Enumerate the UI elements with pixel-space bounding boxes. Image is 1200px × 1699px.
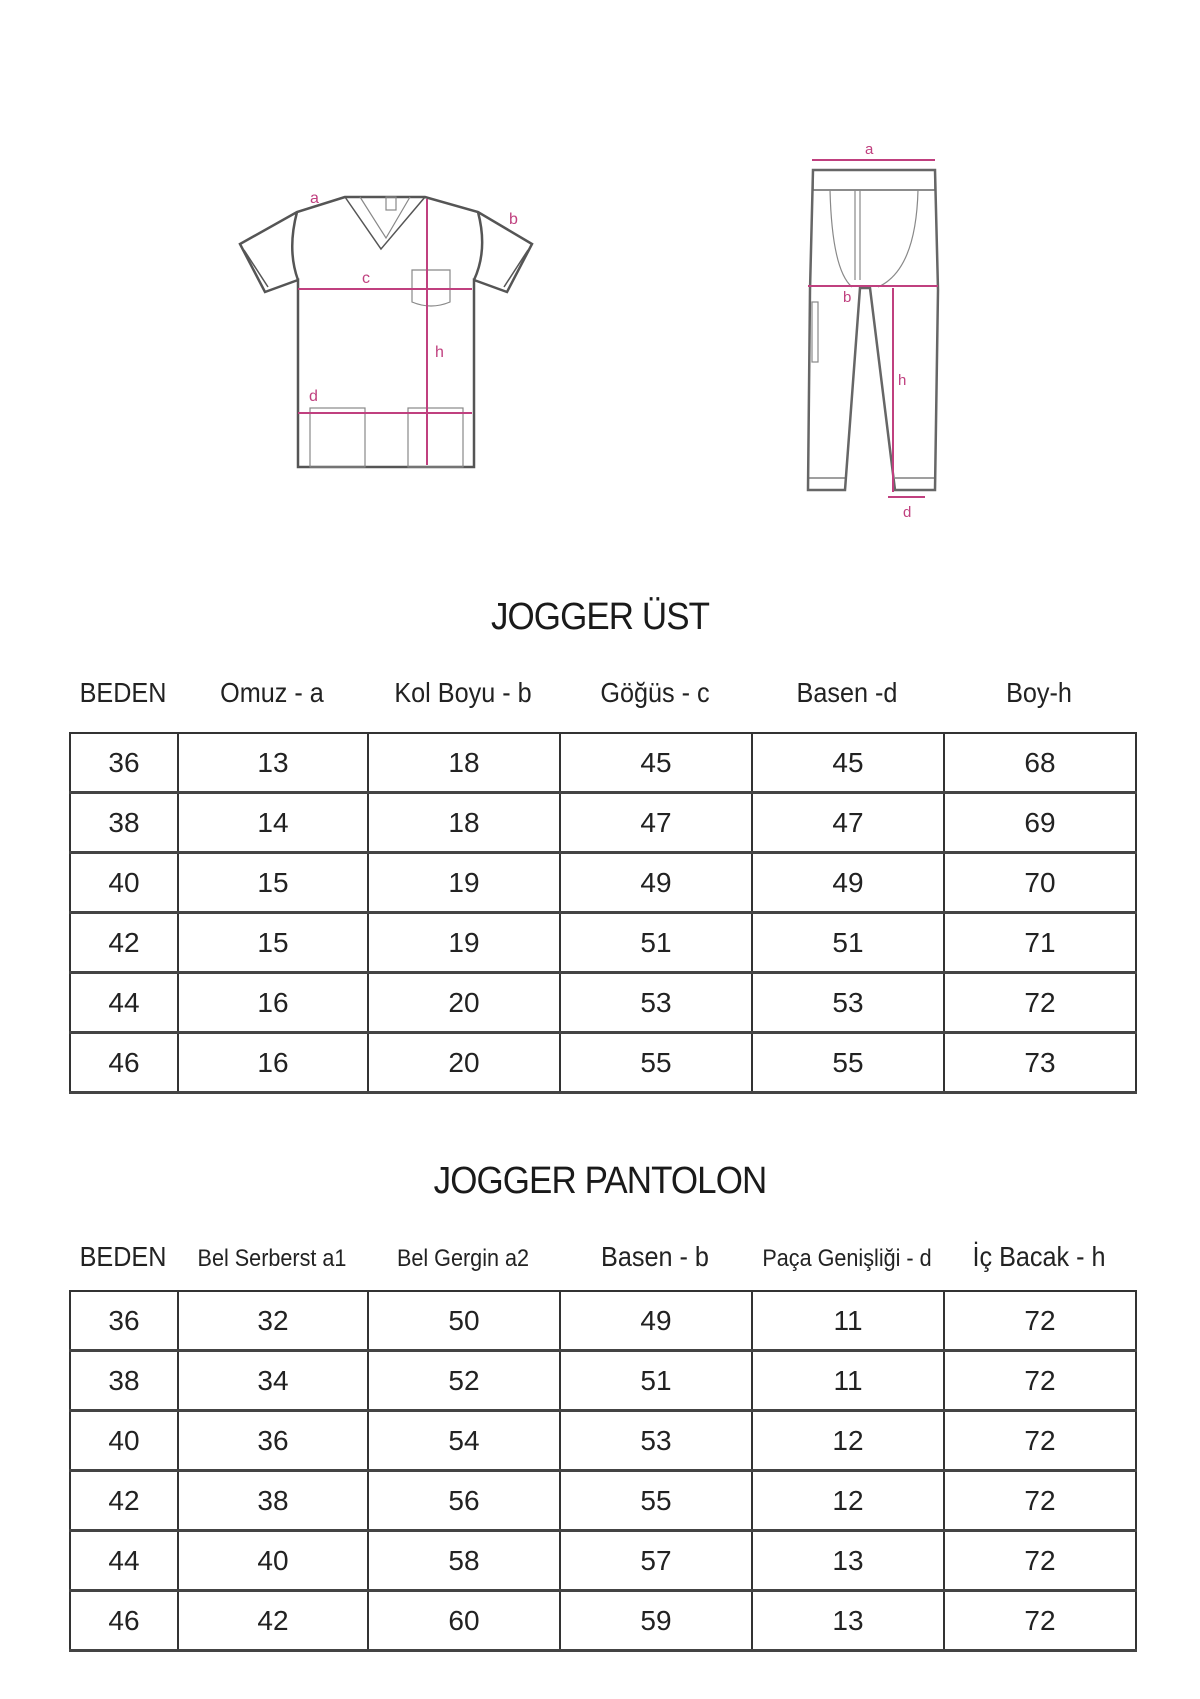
label-c: c (362, 270, 370, 287)
cell-boy: 72 (944, 973, 1136, 1033)
table-row (70, 913, 1136, 973)
table-row (70, 733, 1136, 793)
cell-paca: 11 (752, 1291, 944, 1351)
cell-bel-serberst: 40 (178, 1531, 368, 1591)
cell-boy: 71 (944, 913, 1136, 973)
cell-size: 36 (70, 1291, 178, 1351)
cell-ic-bacak: 72 (944, 1471, 1136, 1531)
cell-ic-bacak: 72 (944, 1291, 1136, 1351)
table-row (70, 853, 1136, 913)
header-basen: Basen - b (601, 1241, 709, 1272)
cell-basen: 47 (752, 793, 944, 853)
label-b: b (509, 211, 518, 228)
header-beden: BEDEN (79, 1241, 167, 1272)
cell-bel-serberst: 38 (178, 1471, 368, 1531)
cell-paca: 13 (752, 1531, 944, 1591)
cell-basen: 55 (752, 1033, 944, 1093)
cell-ic-bacak: 72 (944, 1591, 1136, 1651)
header-boy: Boy-h (1006, 677, 1072, 708)
cell-gogus: 51 (560, 913, 752, 973)
cell-omuz: 16 (178, 1033, 368, 1093)
top-size-table (69, 732, 1137, 1094)
cell-basen: 51 (560, 1351, 752, 1411)
cell-basen: 49 (560, 1291, 752, 1351)
table-row (70, 793, 1136, 853)
cell-bel-serberst: 42 (178, 1591, 368, 1651)
pants-table-title: JOGGER PANTOLON (433, 1160, 767, 1202)
cell-basen: 49 (752, 853, 944, 913)
cell-gogus: 55 (560, 1033, 752, 1093)
cell-bel-gergin: 58 (368, 1531, 560, 1591)
table-row (70, 1291, 1136, 1351)
top-table-title: JOGGER ÜST (490, 596, 710, 638)
cell-bel-serberst: 34 (178, 1351, 368, 1411)
cell-basen: 51 (752, 913, 944, 973)
cell-size: 40 (70, 1411, 178, 1471)
table-row (70, 973, 1136, 1033)
header-bel-serberst: Bel Serberst a1 (197, 1245, 347, 1272)
table-row (70, 1411, 1136, 1471)
cell-paca: 12 (752, 1471, 944, 1531)
cell-kol-boyu: 20 (368, 973, 560, 1033)
header-paca-genisligi: Paça Genişliği - d (762, 1245, 932, 1272)
cell-basen: 57 (560, 1531, 752, 1591)
cell-basen: 53 (560, 1411, 752, 1471)
header-omuz: Omuz - a (220, 677, 324, 708)
cell-bel-gergin: 52 (368, 1351, 560, 1411)
cell-basen: 59 (560, 1591, 752, 1651)
pants-size-table (69, 1290, 1137, 1652)
cell-bel-serberst: 36 (178, 1411, 368, 1471)
label-a: a (865, 141, 874, 158)
header-ic-bacak: İç Bacak - h (972, 1241, 1106, 1272)
cell-boy: 70 (944, 853, 1136, 913)
cell-bel-gergin: 60 (368, 1591, 560, 1651)
header-bel-gergin: Bel Gergin a2 (396, 1245, 530, 1272)
cell-kol-boyu: 19 (368, 913, 560, 973)
cell-ic-bacak: 72 (944, 1351, 1136, 1411)
cell-omuz: 15 (178, 913, 368, 973)
table-row (70, 1591, 1136, 1651)
cell-size: 36 (70, 733, 178, 793)
cell-kol-boyu: 20 (368, 1033, 560, 1093)
cell-boy: 73 (944, 1033, 1136, 1093)
table-row (70, 1033, 1136, 1093)
table-row (70, 1471, 1136, 1531)
cell-size: 38 (70, 793, 178, 853)
table-row (70, 1531, 1136, 1591)
label-h: h (435, 344, 444, 361)
jogger-pants-diagram (790, 135, 950, 521)
cell-bel-gergin: 50 (368, 1291, 560, 1351)
cell-size: 38 (70, 1351, 178, 1411)
cell-omuz: 14 (178, 793, 368, 853)
cell-gogus: 49 (560, 853, 752, 913)
header-basen: Basen -d (796, 677, 898, 708)
cell-paca: 12 (752, 1411, 944, 1471)
cell-bel-serberst: 32 (178, 1291, 368, 1351)
cell-size: 44 (70, 973, 178, 1033)
cell-boy: 68 (944, 733, 1136, 793)
cell-size: 42 (70, 913, 178, 973)
cell-kol-boyu: 18 (368, 793, 560, 853)
cell-basen: 53 (752, 973, 944, 1033)
cell-basen: 45 (752, 733, 944, 793)
header-gogus: Göğüs - c (600, 677, 710, 708)
cell-size: 42 (70, 1471, 178, 1531)
cell-size: 44 (70, 1531, 178, 1591)
cell-ic-bacak: 72 (944, 1531, 1136, 1591)
cell-bel-gergin: 56 (368, 1471, 560, 1531)
cell-gogus: 45 (560, 733, 752, 793)
cell-size: 46 (70, 1033, 178, 1093)
label-h: h (898, 372, 907, 389)
cell-paca: 13 (752, 1591, 944, 1651)
header-beden: BEDEN (79, 677, 167, 708)
label-d: d (903, 504, 912, 521)
cell-size: 46 (70, 1591, 178, 1651)
cell-gogus: 53 (560, 973, 752, 1033)
cell-bel-gergin: 54 (368, 1411, 560, 1471)
label-b: b (843, 289, 852, 306)
cell-omuz: 16 (178, 973, 368, 1033)
label-d: d (309, 388, 318, 405)
cell-size: 40 (70, 853, 178, 913)
cell-basen: 55 (560, 1471, 752, 1531)
cell-kol-boyu: 19 (368, 853, 560, 913)
cell-omuz: 13 (178, 733, 368, 793)
cell-paca: 11 (752, 1351, 944, 1411)
cell-kol-boyu: 18 (368, 733, 560, 793)
label-a: a (310, 190, 319, 207)
header-kol-boyu: Kol Boyu - b (394, 677, 532, 708)
cell-boy: 69 (944, 793, 1136, 853)
table-row (70, 1351, 1136, 1411)
scrub-top-diagram (230, 180, 550, 470)
cell-gogus: 47 (560, 793, 752, 853)
cell-ic-bacak: 72 (944, 1411, 1136, 1471)
cell-omuz: 15 (178, 853, 368, 913)
